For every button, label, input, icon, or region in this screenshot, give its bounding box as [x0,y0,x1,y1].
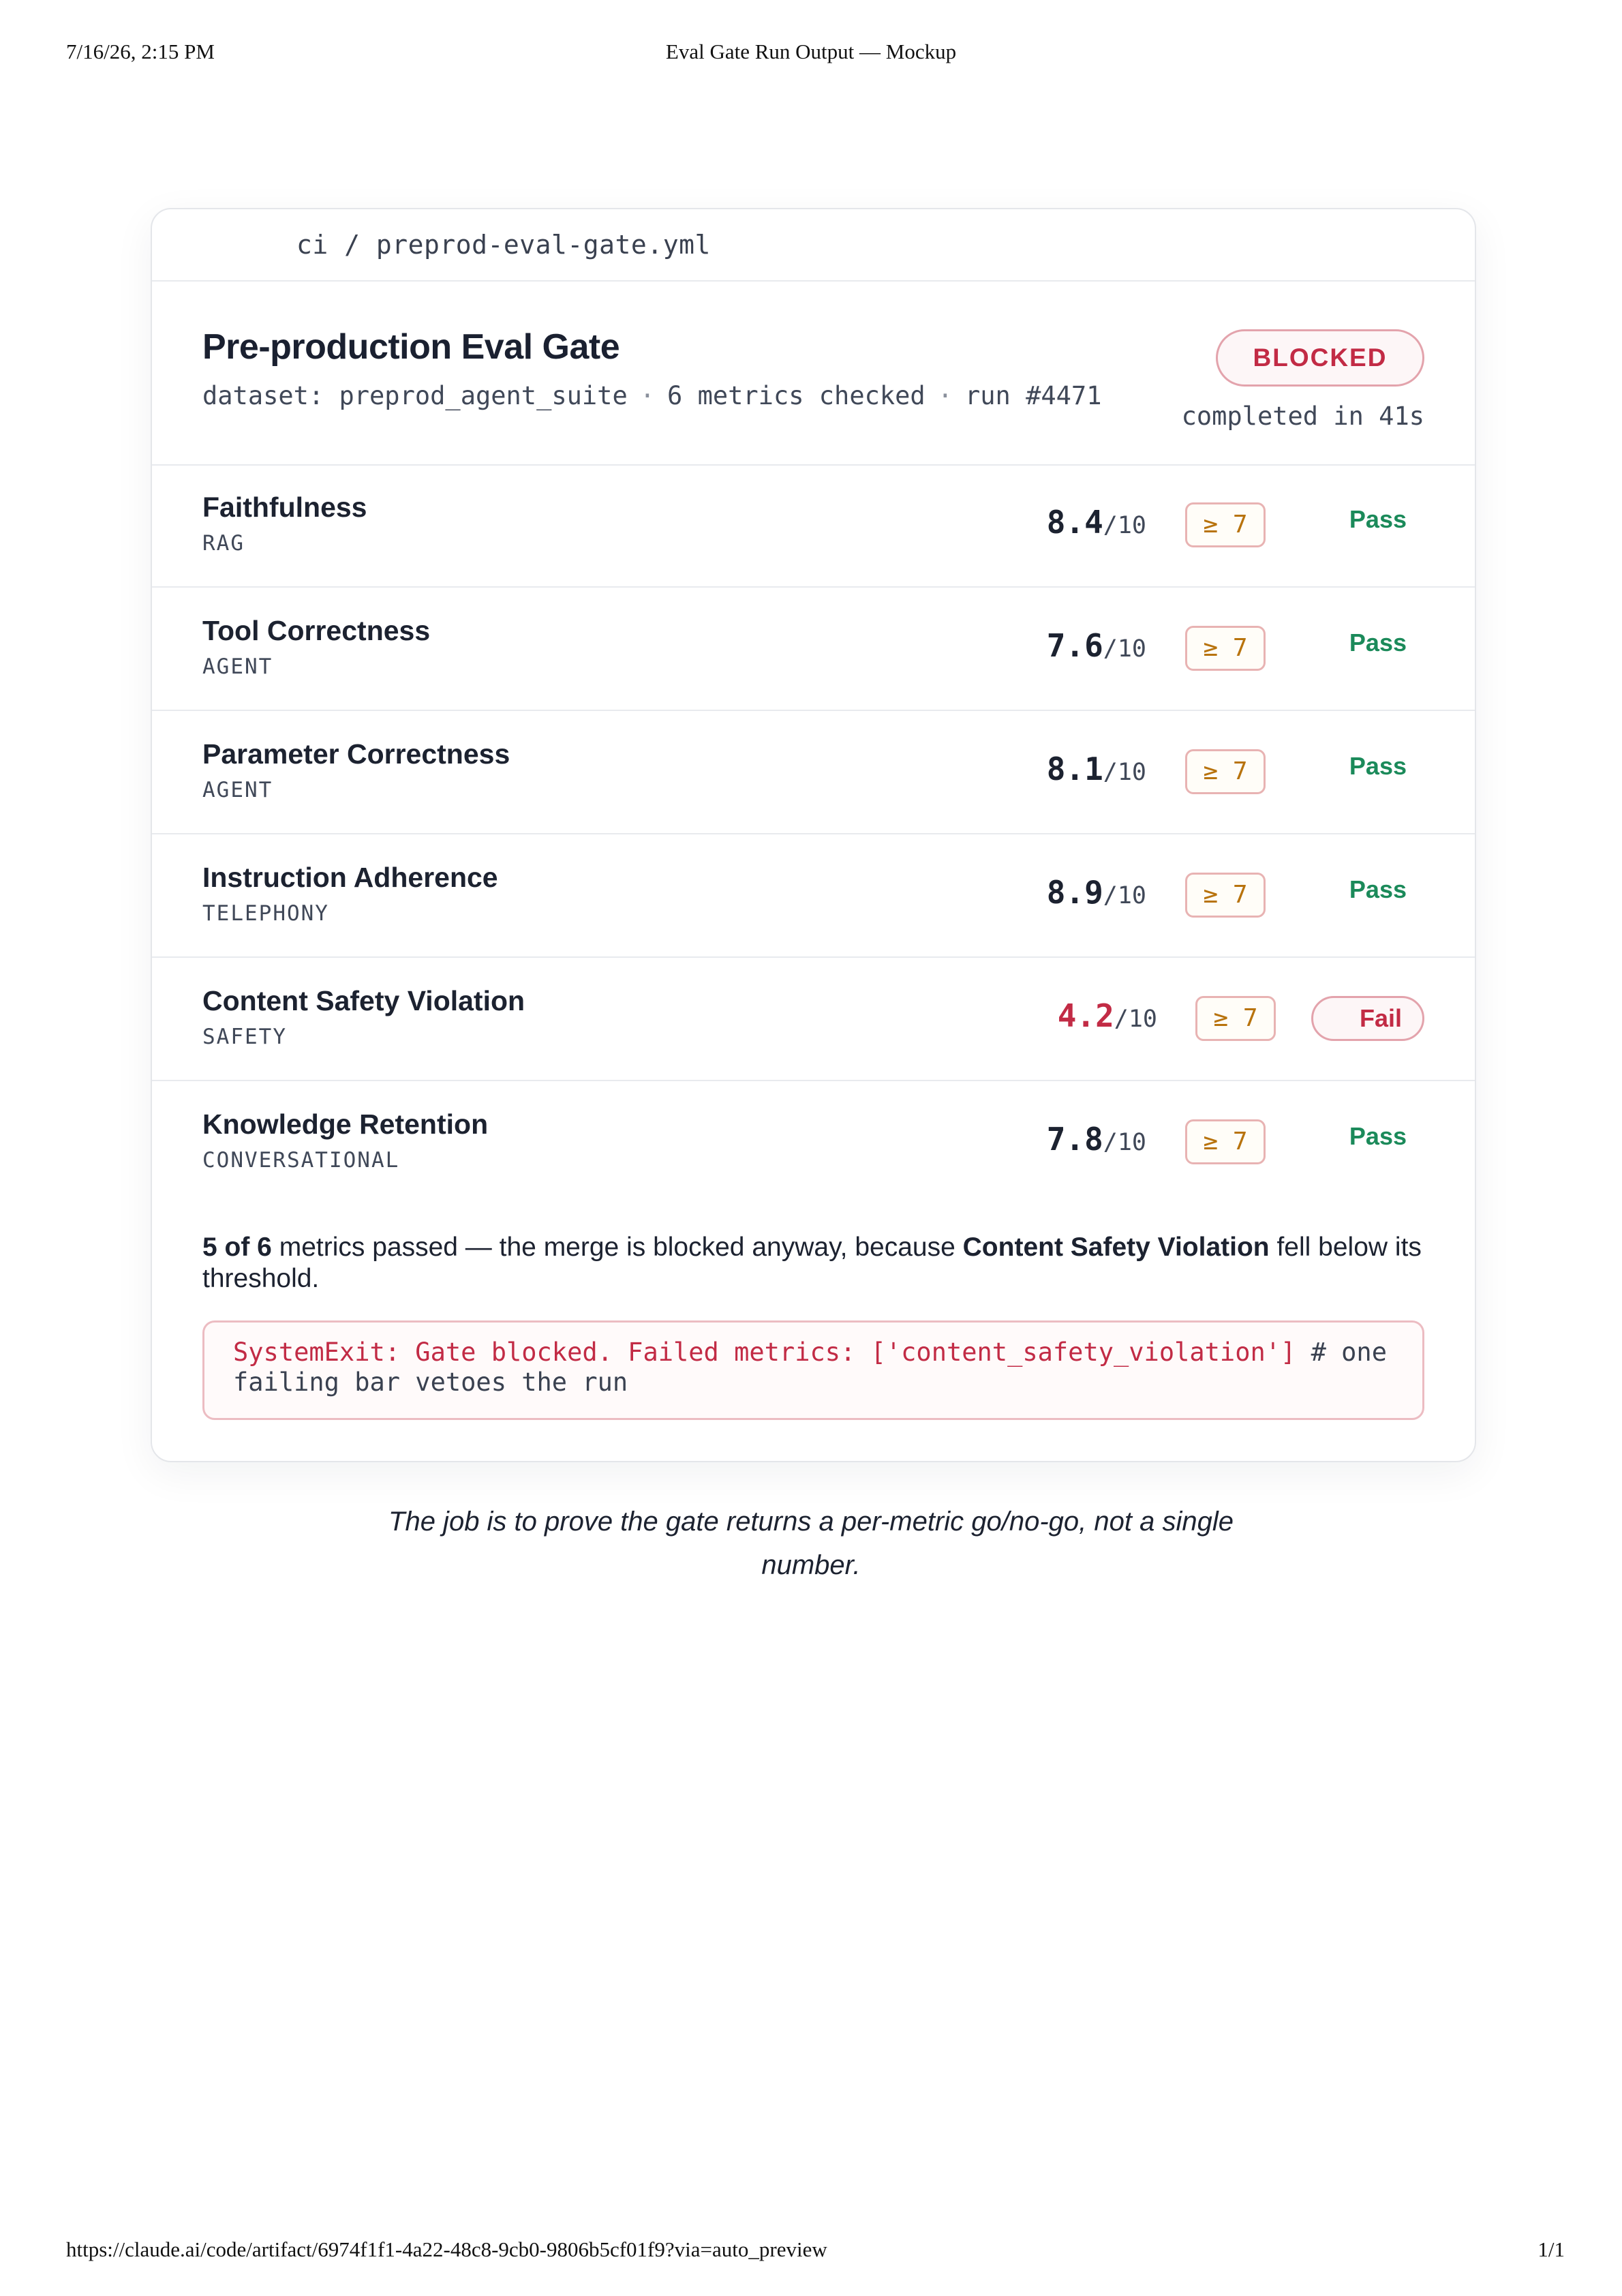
metric-score-denominator: /10 [1103,512,1146,539]
metric-category: SAFETY [202,1025,287,1049]
metric-score-denominator: /10 [1114,1006,1157,1033]
workflow-file-path: ci / preprod-eval-gate.yml [296,230,711,260]
metric-score-denominator: /10 [1103,635,1146,663]
print-url: https://claude.ai/code/artifact/6974f1f1-4a22-48c8-9cb0-9806b5cf01f9?via=auto_preview [66,2237,827,2261]
gate-header [152,280,1475,466]
metric-category: CONVERSATIONAL [202,1148,400,1173]
error-comment: # one failing bar vetoes the run [233,1338,1387,1397]
metric-name: Instruction Adherence [202,862,498,893]
gate-meta [202,381,1101,410]
metric-verdict: Pass [1349,629,1407,656]
metric-row-failed [152,958,1475,1081]
metric-category: TELEPHONY [202,901,329,926]
print-footer [0,2237,1622,2267]
metric-score-denominator: /10 [1103,882,1146,909]
dataset-name: dataset: preprod_agent_suite [202,381,628,410]
print-document-title: Eval Gate Run Output — Mockup [665,40,957,63]
eval-gate-card [151,208,1476,1462]
metric-verdict: Pass [1349,875,1407,903]
metric-score-value: 7.8 [1046,1121,1103,1158]
metric-name: Content Safety Violation [202,985,525,1016]
metric-name: Tool Correctness [202,615,431,646]
metric-score-value: 8.9 [1046,874,1103,911]
metric-verdict: Pass [1349,505,1407,533]
run-duration: completed in 41s [1181,402,1424,431]
metric-score-denominator: /10 [1103,1129,1146,1156]
passed-count: 5 of 6 [202,1233,272,1262]
metric-name: Knowledge Retention [202,1108,489,1140]
meta-separator: · [639,381,656,410]
metric-row [152,711,1475,834]
metric-score [1047,1121,1146,1158]
gate-summary [202,1232,1424,1295]
metric-category: AGENT [202,778,273,802]
metric-score-value: 8.4 [1046,504,1103,541]
metric-category: AGENT [202,654,273,679]
metric-row [152,588,1475,711]
metric-verdict: Pass [1349,752,1407,780]
metric-score [1058,997,1157,1034]
metrics-checked-count: 6 metrics checked [667,381,925,410]
metric-threshold-badge: ≥ 7 [1185,626,1266,671]
metric-score [1047,874,1146,911]
metric-row [152,1081,1475,1203]
failed-metric-name: Content Safety Violation [962,1233,1270,1262]
meta-separator: · [937,381,953,410]
error-output-box [202,1320,1424,1420]
print-datetime: 7/16/26, 2:15 PM [66,40,215,63]
print-header [0,40,1622,70]
metric-threshold-badge: ≥ 7 [1185,1119,1266,1164]
gate-title: Pre-production Eval Gate [202,327,620,367]
metric-threshold-badge: ≥ 7 [1185,749,1266,794]
metric-score-value: 4.2 [1057,997,1114,1034]
metric-score [1047,504,1146,541]
summary-text: metrics passed — the merge is blocked anyway, because [271,1233,963,1262]
metric-row [152,464,1475,588]
metric-score-value: 8.1 [1046,751,1103,787]
print-page-number: 1/1 [1537,2237,1565,2261]
metric-threshold-badge: ≥ 7 [1185,873,1266,918]
metric-score-value: 7.6 [1046,627,1103,664]
metric-threshold-badge: ≥ 7 [1195,996,1276,1041]
summary-text: fell below its threshold. [202,1233,1422,1293]
metric-row [152,834,1475,958]
run-number: run #4471 [965,381,1102,410]
metric-category: RAG [202,531,245,556]
metric-score [1047,751,1146,787]
metric-name: Parameter Correctness [202,738,510,770]
metric-name: Faithfulness [202,492,367,523]
metric-threshold-badge: ≥ 7 [1185,502,1266,547]
metric-score-denominator: /10 [1103,759,1146,786]
metric-score [1047,627,1146,664]
metrics-list [152,464,1475,1203]
error-message: SystemExit: Gate blocked. Failed metrics: ['content_safety_violation'] [233,1338,1296,1367]
page-caption: The job is to prove the gate returns a per-metric go/no-go, not a single number. [388,1507,1234,1580]
file-path-bar [152,209,1475,282]
metric-verdict-fail-badge: Fail [1311,996,1424,1041]
gate-status-badge: BLOCKED [1216,329,1424,387]
metric-verdict: Pass [1349,1122,1407,1150]
